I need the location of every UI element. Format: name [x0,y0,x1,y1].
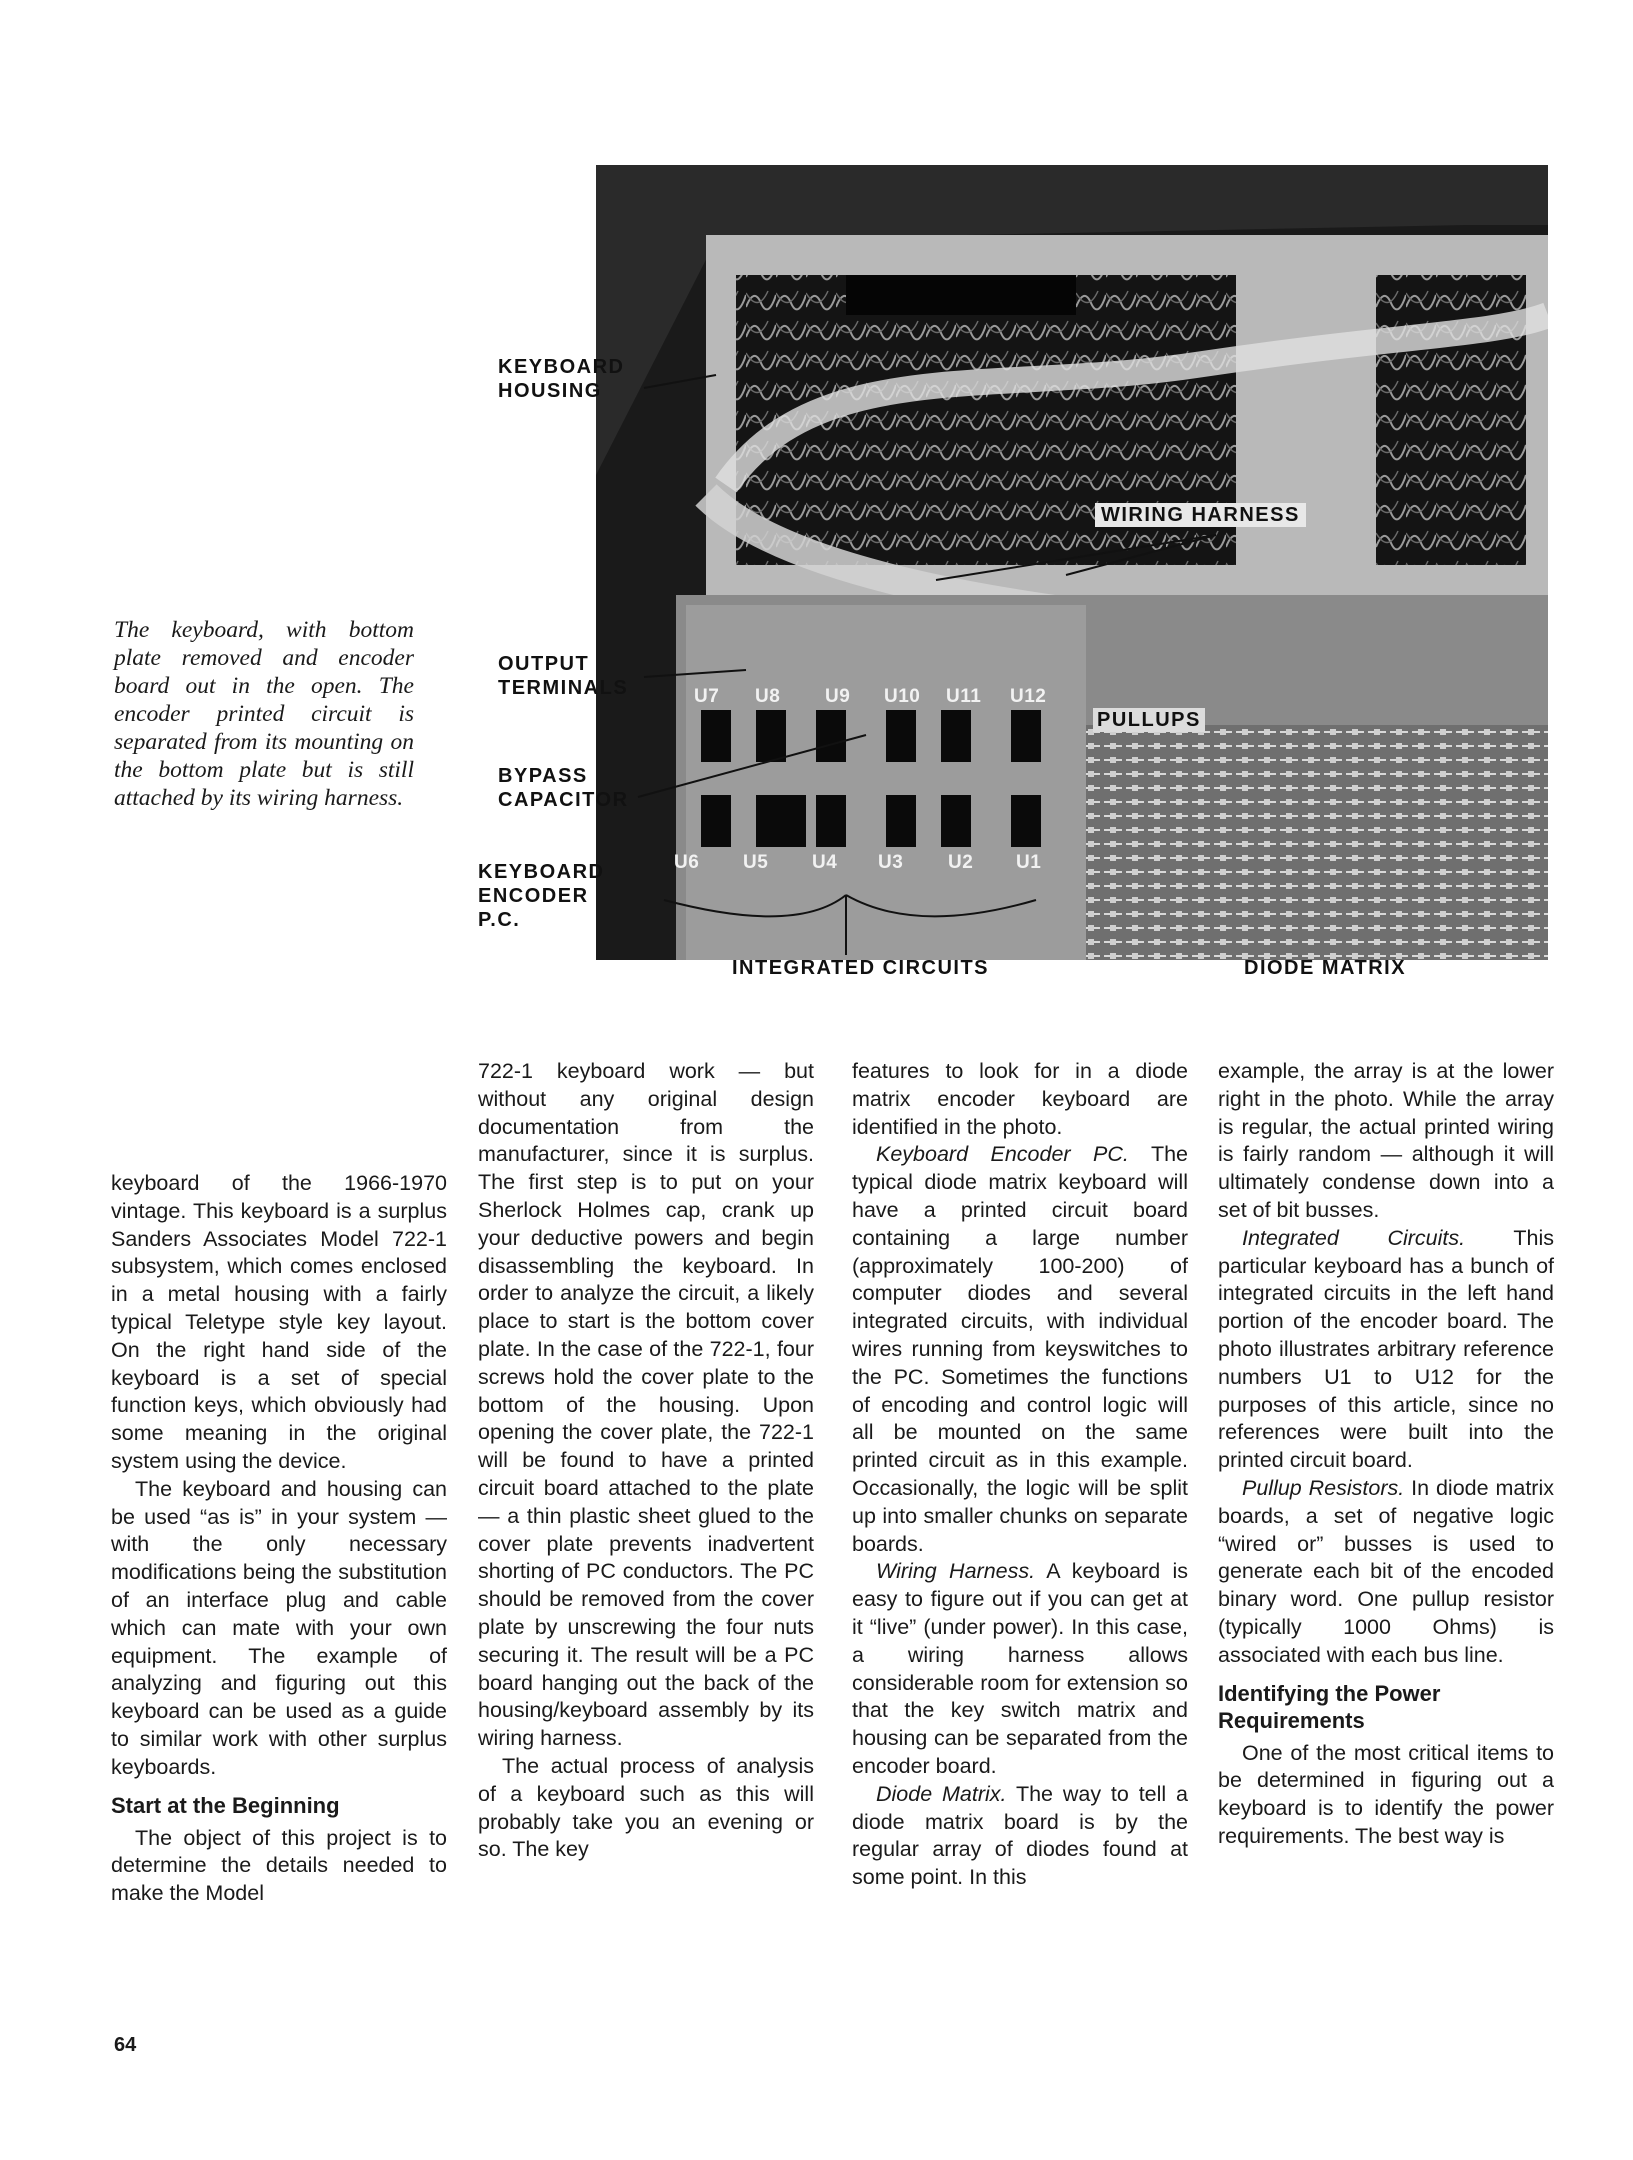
col3-paragraph-3-text: A keyboard is easy to figure out if you can get at it “live” (under power). In this case, a wiring harness allows considerable room for extension so that the key switch matrix and housing can be separated from the encoder board. [852,1559,1188,1778]
keyboard-photo [596,165,1548,1025]
label-keyboard-encoder-pc-line2: ENCODER [478,885,589,907]
keyboard-photo-graphic [596,165,1548,1025]
label-keyboard-encoder-pc [478,860,604,932]
col3-paragraph-4-text: The way to tell a diode matrix board is by the regular array of diodes found at some point. In this [852,1781,1188,1890]
col4-paragraph-2 [1218,1225,1554,1475]
label-wiring-harness: WIRING HARNESS [1095,503,1306,527]
chip-label-u5: U5 [743,852,769,873]
run-in-heading-integrated-circuits: Integrated Circuits. [1242,1225,1466,1250]
chip-label-u7: U7 [694,686,720,707]
figure-caption: The keyboard, with bottom plate removed and encoder board out in the open. The encoder printed circuit is separated from its mounting on the bottom plate but is still attached by its wiring harness. [114,617,414,811]
label-keyboard-encoder-pc-line3: P.C. [478,909,521,931]
run-in-heading-keyboard-encoder: Keyboard Encoder PC. [876,1142,1129,1167]
col3-paragraph-4 [852,1781,1188,1892]
label-output-terminals [498,652,628,700]
col3-paragraph-3 [852,1558,1188,1780]
col4-paragraph-2-text: This particular keyboard has a bunch of integrated circuits in the left hand portion of the encoder board. The photo illustrates arbitrary reference numbers U1 to U12 for the purposes of this article, since no references were built into the printed circuit board. [1218,1225,1554,1473]
run-in-heading-wiring-harness: Wiring Harness. [876,1559,1036,1584]
col1-paragraph-3: The object of this project is to determine the details needed to make the Model [111,1825,447,1906]
chip-label-u1: U1 [1016,852,1042,873]
page-number: 64 [114,2034,137,2056]
col3-paragraph-2 [852,1141,1188,1558]
chip-label-u12: U12 [1010,686,1047,707]
text-column-1 [111,1170,447,1908]
col1-paragraph-1: keyboard of the 1966-1970 vintage. This keyboard is a surplus Sanders Associates Model 722-1 subsystem, which comes enclosed in a metal housing with a fairly typical Teletype style key layout. On the right hand side of the keyboard is a set of special function keys, which obviously had some meaning in the original system using the device. [111,1171,447,1473]
chip-label-u9: U9 [825,686,851,707]
label-bypass-capacitor [498,764,629,812]
text-column-4 [1218,1058,1554,1851]
section-heading-power: Identifying the Power Requirements [1218,1680,1441,1733]
text-column-3 [852,1058,1188,1892]
col4-paragraph-4: One of the most critical items to be determined in figuring out a keyboard is to identify the power requirements. The best way is [1218,1740,1554,1848]
col1-paragraph-2: The keyboard and housing can be used “as is” in your system — with the only necessary modifications being the substitution of an interface plug and cable which can mate with your own equipment. The example of analyzing and figuring out this keyboard can be used as a guide to similar work with other surplus keyboards. [111,1476,447,1779]
text-column-2 [478,1058,814,1864]
label-pullups: PULLUPS [1093,708,1205,732]
col3-paragraph-1: features to look for in a diode matrix encoder keyboard are identified in the photo. [852,1059,1188,1139]
col3-paragraph-2-text: The typical diode matrix keyboard will have a printed circuit board containing a large number (approximately 100-200) of computer diodes and several integrated circuits, with individual wires running from keyswitches to the PC. Sometimes the functions of encoding and control logic will all be mounted on the same printed circuit as in this example. Occasionally, the logic will be split up into smaller chunks on separate boards. [852,1142,1189,1556]
chip-label-u11: U11 [946,686,982,707]
chip-label-u2: U2 [948,852,974,873]
col2-paragraph-2: The actual process of analysis of a keyboard such as this will probably take you an evening or so. The key [478,1753,814,1862]
label-bypass-capacitor-line2: CAPACITOR [498,789,629,811]
chip-label-u4: U4 [812,852,838,873]
col4-paragraph-1: example, the array is at the lower right in the photo. While the array is regular, the actual printed wiring is fairly random — although it will ultimately condense down into a set of bit busses. [1218,1059,1554,1222]
label-keyboard-housing-line2: HOUSING [498,380,602,402]
label-bypass-capacitor-line1: BYPASS [498,765,588,787]
label-output-terminals-line2: TERMINALS [498,677,629,699]
col4-paragraph-3 [1218,1475,1554,1670]
label-keyboard-encoder-pc-line1: KEYBOARD [478,861,605,883]
chip-label-u3: U3 [878,852,904,873]
label-keyboard-housing [498,355,624,403]
col4-paragraph-3-text: In diode matrix boards, a set of negative logic “wired or” busses is used to generate each bit of the encoded binary word. One pullup resistor (typically 1000 Ohms) is associated with each bus line. [1218,1475,1554,1667]
section-heading-start: Start at the Beginning [111,1792,340,1818]
col2-paragraph-1: 722-1 keyboard work — but without any original design documentation from the manufacturer, since it is surplus. The first step is to put on your Sherlock Holmes cap, crank up your deductive powers and begin disassembling the keyboard. In order to analyze the circuit, a likely place to start is the bottom cover plate. In the case of the 722-1, four screws hold the cover plate to the bottom of the housing. Upon opening the cover plate, the 722-1 will be found to have a printed circuit board attached to the plate — a thin plastic sheet glued to the cover plate prevents inadvertent shorting of PC conductors. The PC should be removed from the cover plate by unscrewing the four nuts securing it. The result will be a PC board hanging out the back of the housing/keyboard assembly by its wiring harness. [478,1059,814,1751]
chip-label-u10: U10 [884,686,921,707]
run-in-heading-diode-matrix: Diode Matrix. [876,1781,1007,1806]
label-keyboard-housing-line1: KEYBOARD [498,356,625,378]
run-in-heading-pullup-resistors: Pullup Resistors. [1242,1475,1405,1500]
chip-label-u6: U6 [674,852,700,873]
chip-label-u8: U8 [755,686,781,707]
label-diode-matrix: DIODE MATRIX [1244,957,1407,979]
label-output-terminals-line1: OUTPUT [498,653,590,675]
label-integrated-circuits: INTEGRATED CIRCUITS [732,957,990,979]
